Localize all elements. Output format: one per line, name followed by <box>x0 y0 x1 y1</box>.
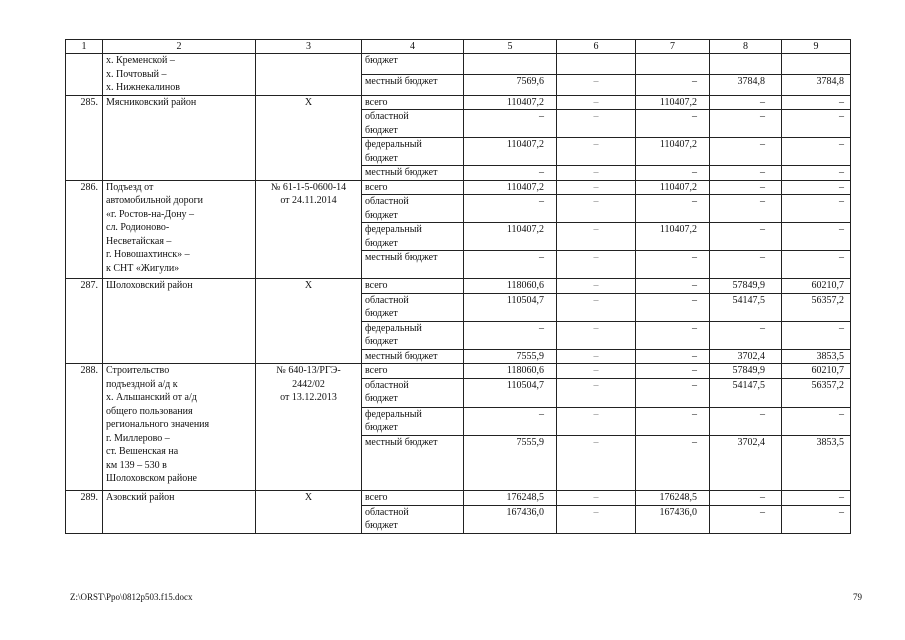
funding-source: федеральный бюджет <box>362 223 464 251</box>
table-row <box>66 54 851 75</box>
amount-cell: 54147,5 <box>710 293 782 321</box>
amount-cell: – <box>710 223 782 251</box>
funding-source: местный бюджет <box>362 74 464 95</box>
group-number: 287. <box>66 279 103 364</box>
amount-cell: – <box>557 293 636 321</box>
amount-cell: – <box>782 251 851 279</box>
amount-cell: – <box>557 251 636 279</box>
amount-cell: 3784,8 <box>782 74 851 95</box>
amount-cell: – <box>782 505 851 533</box>
object-name: Строительство подъездной а/д к х. Альшанский от а/д общего пользования регионального значения г. Миллерово – ст. Вешенская на км 139 – 530 в Шолоховском районе <box>103 364 256 491</box>
amount-cell: – <box>464 407 557 435</box>
amount-cell: 176248,5 <box>636 490 710 505</box>
amount-cell: 110504,7 <box>464 293 557 321</box>
amount-cell: – <box>782 138 851 166</box>
amount-cell: – <box>636 349 710 364</box>
amount-cell: – <box>710 490 782 505</box>
funding-source: всего <box>362 180 464 195</box>
amount-cell: – <box>636 110 710 138</box>
amount-cell: – <box>557 321 636 349</box>
amount-cell: – <box>710 195 782 223</box>
table-row <box>66 364 851 379</box>
amount-cell: – <box>782 110 851 138</box>
amount-cell: 118060,6 <box>464 364 557 379</box>
table-row <box>66 490 851 505</box>
amount-cell: 167436,0 <box>636 505 710 533</box>
amount-cell: – <box>782 490 851 505</box>
column-header: 8 <box>710 40 782 54</box>
amount-cell: – <box>557 378 636 407</box>
amount-cell: 110407,2 <box>464 95 557 110</box>
amount-cell: – <box>557 505 636 533</box>
amount-cell: – <box>636 321 710 349</box>
amount-cell: 3853,5 <box>782 435 851 490</box>
budget-table <box>65 39 851 534</box>
amount-cell: 3784,8 <box>710 74 782 95</box>
funding-source: местный бюджет <box>362 251 464 279</box>
amount-cell: – <box>464 321 557 349</box>
amount-cell: – <box>710 251 782 279</box>
funding-source: областной бюджет <box>362 505 464 533</box>
document-number <box>256 54 362 96</box>
column-header: 7 <box>636 40 710 54</box>
amount-cell: – <box>636 378 710 407</box>
amount-cell: – <box>557 166 636 181</box>
object-name: Мясниковский район <box>103 95 256 180</box>
amount-cell: – <box>782 180 851 195</box>
amount-cell: – <box>782 321 851 349</box>
amount-cell: 7569,6 <box>464 74 557 95</box>
amount-cell: 57849,9 <box>710 364 782 379</box>
funding-source: областной бюджет <box>362 293 464 321</box>
page-number: 79 <box>853 592 862 602</box>
header-row <box>66 40 851 54</box>
amount-cell <box>710 54 782 75</box>
amount-cell: – <box>636 293 710 321</box>
funding-source: федеральный бюджет <box>362 321 464 349</box>
object-name: Шолоховский район <box>103 279 256 364</box>
amount-cell: – <box>464 166 557 181</box>
amount-cell: – <box>464 110 557 138</box>
funding-source: областной бюджет <box>362 195 464 223</box>
amount-cell: – <box>464 251 557 279</box>
funding-source: всего <box>362 490 464 505</box>
amount-cell: – <box>636 435 710 490</box>
amount-cell: – <box>710 321 782 349</box>
amount-cell: 54147,5 <box>710 378 782 407</box>
amount-cell: 60210,7 <box>782 364 851 379</box>
amount-cell: – <box>636 74 710 95</box>
column-header: 5 <box>464 40 557 54</box>
document-number: № 640-13/РГЭ- 2442/02 от 13.12.2013 <box>256 364 362 491</box>
column-header: 2 <box>103 40 256 54</box>
file-path: Z:\ORST\Ppo\0812p503.f15.docx <box>70 592 193 602</box>
amount-cell: – <box>557 74 636 95</box>
amount-cell: – <box>710 407 782 435</box>
funding-source: бюджет <box>362 54 464 75</box>
funding-source: всего <box>362 279 464 294</box>
funding-source: федеральный бюджет <box>362 138 464 166</box>
amount-cell: 110407,2 <box>464 138 557 166</box>
table-row <box>66 279 851 294</box>
group-number: 288. <box>66 364 103 491</box>
amount-cell: – <box>782 407 851 435</box>
amount-cell: 3702,4 <box>710 349 782 364</box>
document-number: Х <box>256 279 362 364</box>
amount-cell <box>636 54 710 75</box>
amount-cell: 176248,5 <box>464 490 557 505</box>
amount-cell: – <box>557 223 636 251</box>
amount-cell: – <box>557 407 636 435</box>
amount-cell: 60210,7 <box>782 279 851 294</box>
amount-cell: – <box>710 166 782 181</box>
amount-cell: – <box>710 95 782 110</box>
amount-cell <box>557 54 636 75</box>
amount-cell: – <box>557 279 636 294</box>
document-number: Х <box>256 95 362 180</box>
amount-cell: – <box>782 166 851 181</box>
column-header: 1 <box>66 40 103 54</box>
funding-source: местный бюджет <box>362 166 464 181</box>
amount-cell: – <box>557 349 636 364</box>
group-number: 286. <box>66 180 103 279</box>
funding-source: местный бюджет <box>362 435 464 490</box>
table-row <box>66 180 851 195</box>
amount-cell: – <box>557 110 636 138</box>
funding-source: областной бюджет <box>362 378 464 407</box>
amount-cell: 167436,0 <box>464 505 557 533</box>
amount-cell: – <box>636 251 710 279</box>
amount-cell: 110407,2 <box>636 95 710 110</box>
column-header: 9 <box>782 40 851 54</box>
funding-source: федеральный бюджет <box>362 407 464 435</box>
amount-cell: 56357,2 <box>782 378 851 407</box>
amount-cell: 3702,4 <box>710 435 782 490</box>
amount-cell: 57849,9 <box>710 279 782 294</box>
group-number: 285. <box>66 95 103 180</box>
amount-cell: 7555,9 <box>464 435 557 490</box>
amount-cell <box>782 54 851 75</box>
amount-cell: 118060,6 <box>464 279 557 294</box>
group-number: 289. <box>66 490 103 533</box>
amount-cell: 110407,2 <box>464 180 557 195</box>
amount-cell: – <box>557 180 636 195</box>
amount-cell: – <box>557 435 636 490</box>
amount-cell: – <box>636 407 710 435</box>
object-name: х. Кременской – х. Почтовый – х. Нижнекалинов <box>103 54 256 96</box>
column-header: 3 <box>256 40 362 54</box>
amount-cell: 110407,2 <box>636 223 710 251</box>
amount-cell: 110407,2 <box>464 223 557 251</box>
document-number: № 61-1-5-0600-14 от 24.11.2014 <box>256 180 362 279</box>
amount-cell: 110407,2 <box>636 180 710 195</box>
amount-cell: 110407,2 <box>636 138 710 166</box>
amount-cell: – <box>710 505 782 533</box>
document-number: Х <box>256 490 362 533</box>
funding-source: местный бюджет <box>362 349 464 364</box>
amount-cell: – <box>782 223 851 251</box>
amount-cell: 7555,9 <box>464 349 557 364</box>
funding-source: всего <box>362 364 464 379</box>
amount-cell: – <box>557 138 636 166</box>
amount-cell: – <box>636 195 710 223</box>
amount-cell: – <box>557 364 636 379</box>
amount-cell: – <box>710 110 782 138</box>
object-name: Подъезд от автомобильной дороги «г. Ростов-на-Дону – сл. Родионово- Несветайская – г. Новошахтинск» – к СНТ «Жигули» <box>103 180 256 279</box>
object-name: Азовский район <box>103 490 256 533</box>
amount-cell: 110504,7 <box>464 378 557 407</box>
funding-source: всего <box>362 95 464 110</box>
amount-cell: – <box>710 180 782 195</box>
amount-cell <box>464 54 557 75</box>
amount-cell: – <box>557 490 636 505</box>
amount-cell: – <box>557 95 636 110</box>
amount-cell: 3853,5 <box>782 349 851 364</box>
group-number <box>66 54 103 96</box>
amount-cell: – <box>782 95 851 110</box>
amount-cell: 56357,2 <box>782 293 851 321</box>
column-header: 6 <box>557 40 636 54</box>
amount-cell: – <box>710 138 782 166</box>
amount-cell: – <box>636 279 710 294</box>
amount-cell: – <box>557 195 636 223</box>
table-row <box>66 95 851 110</box>
funding-source: областной бюджет <box>362 110 464 138</box>
amount-cell: – <box>636 364 710 379</box>
amount-cell: – <box>782 195 851 223</box>
amount-cell: – <box>464 195 557 223</box>
amount-cell: – <box>636 166 710 181</box>
column-header: 4 <box>362 40 464 54</box>
